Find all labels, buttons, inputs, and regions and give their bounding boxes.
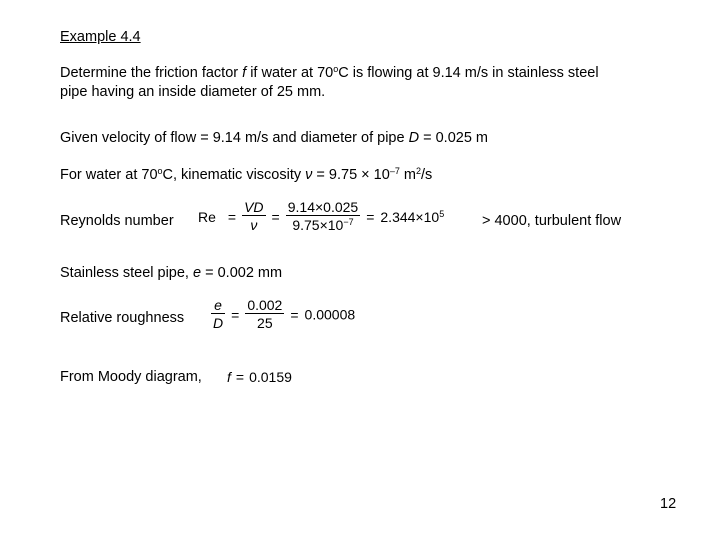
relative-roughness-label: Relative roughness — [60, 310, 185, 326]
nu-symbol: ν — [305, 167, 313, 183]
equals-sign: = — [227, 208, 237, 225]
equals-sign: = — [366, 208, 375, 225]
problem-line-2: pipe having an inside diameter of 25 mm. — [60, 84, 326, 100]
equals-sign: = — [231, 306, 240, 323]
re-symbol: Re — [198, 208, 216, 225]
relative-roughness-formula — [211, 297, 355, 332]
given-values: Given velocity of flow = 9.14 m/s and diameter of pipe D = 0.025 m — [60, 130, 488, 146]
turbulent-flow-note: > 4000, turbulent flow — [482, 213, 622, 229]
roughness-numeric-fraction: $\frac{0.002}{25}$ — [247, 297, 283, 331]
reynolds-formula — [198, 199, 444, 234]
equals-sign: = — [271, 208, 280, 225]
reynolds-result: $2.344\times 10^5$ — [380, 208, 445, 225]
numeric-fraction: $\frac{9.14\times 0.025}{9.75\times 10^{-7}}$ — [287, 199, 359, 233]
moody-label: From Moody diagram, — [60, 369, 202, 385]
viscosity-line: For water at 70$^o$C, kinematic viscosity $\nu = 9.75 \times 10^{-7}$ $m^2/s$ — [60, 166, 433, 183]
e-over-d-fraction: $\frac{e}{D}$ — [213, 297, 224, 331]
roughness-result: 0.00008 — [304, 306, 356, 323]
example-title: Example 4.4 — [60, 29, 141, 45]
roughness-line: Stainless steel pipe, e = 0.002 mm — [60, 265, 283, 281]
problem-line-1: Determine the friction factor f if water at 70$^o$C is flowing at 9.14 m/s in stainless steel — [60, 64, 599, 81]
equals-sign: = — [290, 306, 299, 323]
problem-statement — [60, 64, 599, 102]
page-number: 12 — [660, 496, 677, 512]
friction-factor-result: f = 0.0159 — [227, 369, 292, 385]
vd-over-nu-fraction: $\frac{VD}{\nu}$ — [244, 199, 264, 233]
reynolds-label: Reynolds number — [60, 213, 174, 229]
